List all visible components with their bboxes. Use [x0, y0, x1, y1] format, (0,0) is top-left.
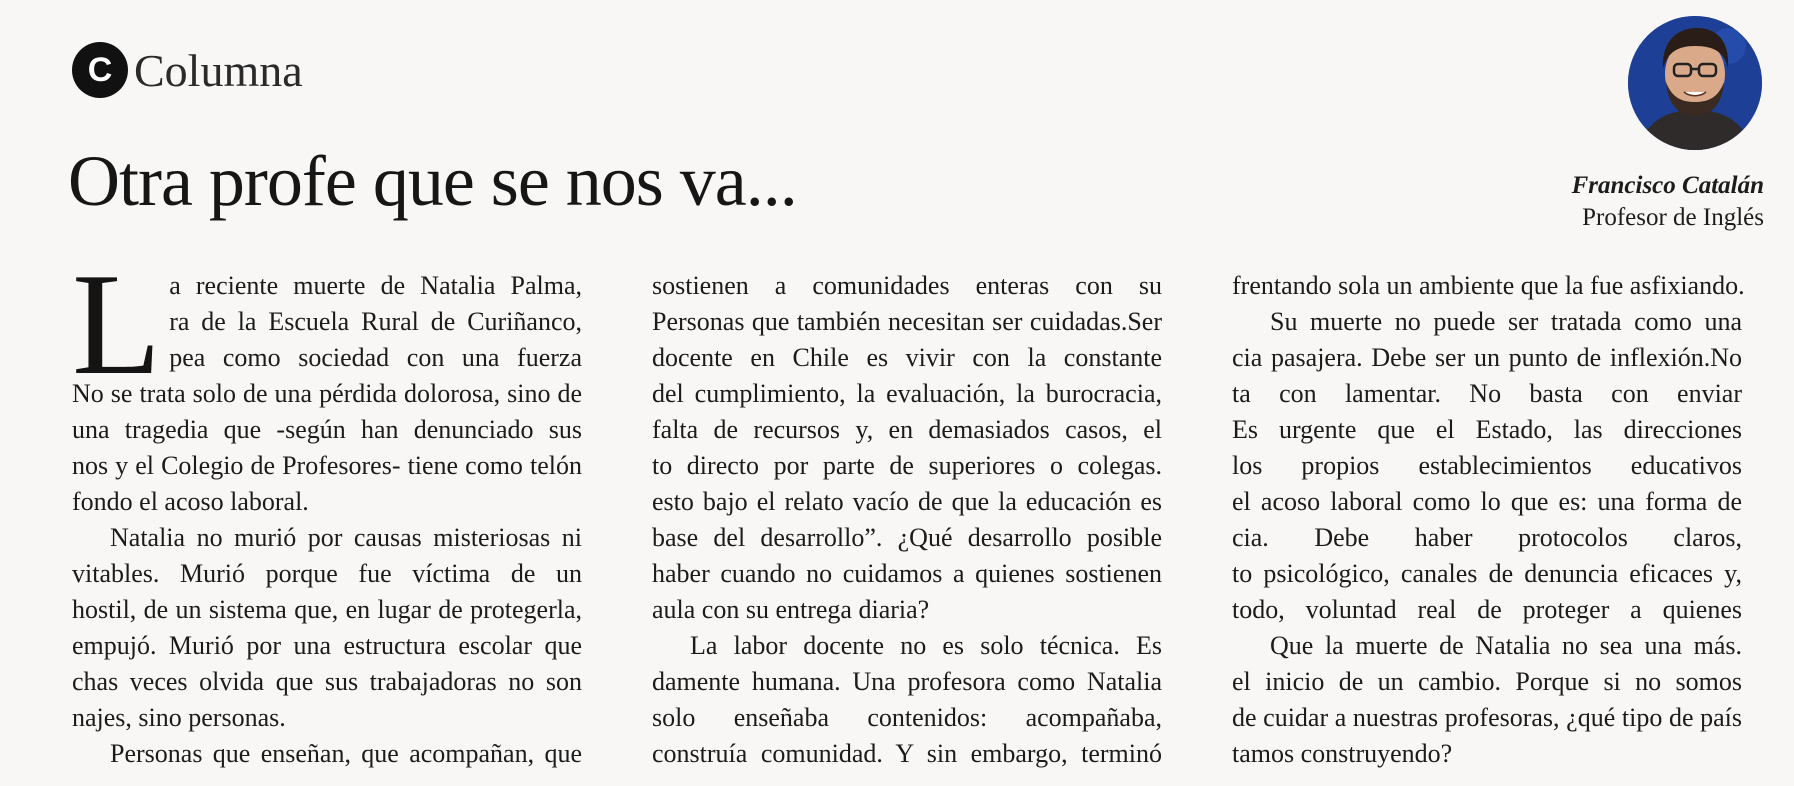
- text-line: ra de la Escuela Rural de Curiñanco,: [169, 307, 582, 336]
- text-line: del cumplimiento, la evaluación, la burocracia,: [652, 379, 1162, 408]
- text-line: cia pasajera. Debe ser un punto de inflexión.No: [1232, 343, 1742, 372]
- article-column-2: [652, 268, 1162, 772]
- text-line: pea como sociedad con una fuerza: [169, 343, 582, 372]
- text-line: Que la muerte de Natalia no sea una más.: [1270, 631, 1742, 660]
- text-line: el acoso laboral como lo que es: una forma de: [1232, 487, 1742, 516]
- text-line: frentando sola un ambiente que la fue asfixiando.: [1232, 271, 1745, 300]
- text-line: los propios establecimientos educativos: [1232, 451, 1742, 480]
- text-line: a reciente muerte de Natalia Palma,: [169, 271, 582, 300]
- text-line: una tragedia que -según han denunciado sus: [72, 415, 582, 444]
- text-line: docente en Chile es vivir con la constante: [652, 343, 1162, 372]
- text-line: Personas que enseñan, que acompañan, que: [110, 739, 582, 768]
- author-portrait-icon: [1628, 16, 1762, 150]
- text-line: No se trata solo de una pérdida dolorosa, sino de: [72, 379, 582, 408]
- article-column-3: [1232, 268, 1745, 772]
- text-line: el inicio de un cambio. Porque si no somos: [1232, 667, 1742, 696]
- text-line: esto bajo el relato vacío de que la educación es: [652, 487, 1162, 516]
- text-line: Es urgente que el Estado, las direcciones: [1232, 415, 1742, 444]
- text-line: haber cuando no cuidamos a quienes sostienen: [652, 559, 1162, 588]
- text-line: najes, sino personas.: [72, 703, 286, 732]
- text-line: base del desarrollo”. ¿Qué desarrollo posible: [652, 523, 1162, 552]
- text-line: Natalia no murió por causas misteriosas ni: [110, 523, 582, 552]
- text-line: construía comunidad. Y sin embargo, terminó: [652, 739, 1162, 768]
- text-line: aula con su entrega diaria?: [652, 595, 930, 624]
- text-line: nos y el Colegio de Profesores- tiene como telón: [72, 451, 582, 480]
- author-role: Profesor de Inglés: [1582, 204, 1764, 231]
- text-line: falta de recursos y, en demasiados casos, el: [652, 415, 1162, 444]
- author-name: Francisco Catalán: [1571, 172, 1764, 199]
- text-line: empujó. Murió por una estructura escolar que: [72, 631, 582, 660]
- text-line: cia. Debe haber protocolos claros,: [1232, 523, 1742, 552]
- text-line: Personas que también necesitan ser cuidadas.Ser: [652, 307, 1162, 336]
- text-line: to psicológico, canales de denuncia eficaces y,: [1232, 559, 1742, 588]
- text-line: tamos construyendo?: [1232, 739, 1453, 768]
- section-label: Columna: [134, 44, 303, 96]
- text-line: solo enseñaba contenidos: acompañaba,: [652, 703, 1162, 732]
- text-line: ta con lamentar. No basta con enviar: [1232, 379, 1742, 408]
- text-line: to directo por parte de superiores o colegas.: [652, 451, 1162, 480]
- text-line: Su muerte no puede ser tratada como una: [1270, 307, 1742, 336]
- article-column-1: [72, 243, 582, 772]
- headline: Otra profe que se nos va...: [68, 141, 797, 221]
- text-line: sostienen a comunidades enteras con su: [652, 271, 1162, 300]
- section-tag: [72, 42, 303, 98]
- text-line: vitables. Murió porque fue víctima de un: [72, 559, 582, 588]
- byline: [1572, 170, 1764, 234]
- text-line: fondo el acoso laboral.: [72, 487, 309, 516]
- section-badge: C: [72, 42, 128, 98]
- drop-cap: L: [72, 243, 162, 405]
- text-line: de cuidar a nuestras profesoras, ¿qué tipo de país: [1232, 703, 1742, 732]
- text-line: damente humana. Una profesora como Natalia: [652, 667, 1162, 696]
- text-line: La labor docente no es solo técnica. Es: [690, 631, 1162, 660]
- text-line: hostil, de un sistema que, en lugar de protegerla,: [72, 595, 582, 624]
- text-line: chas veces olvida que sus trabajadoras no son: [72, 667, 582, 696]
- text-line: todo, voluntad real de proteger a quienes: [1232, 595, 1742, 624]
